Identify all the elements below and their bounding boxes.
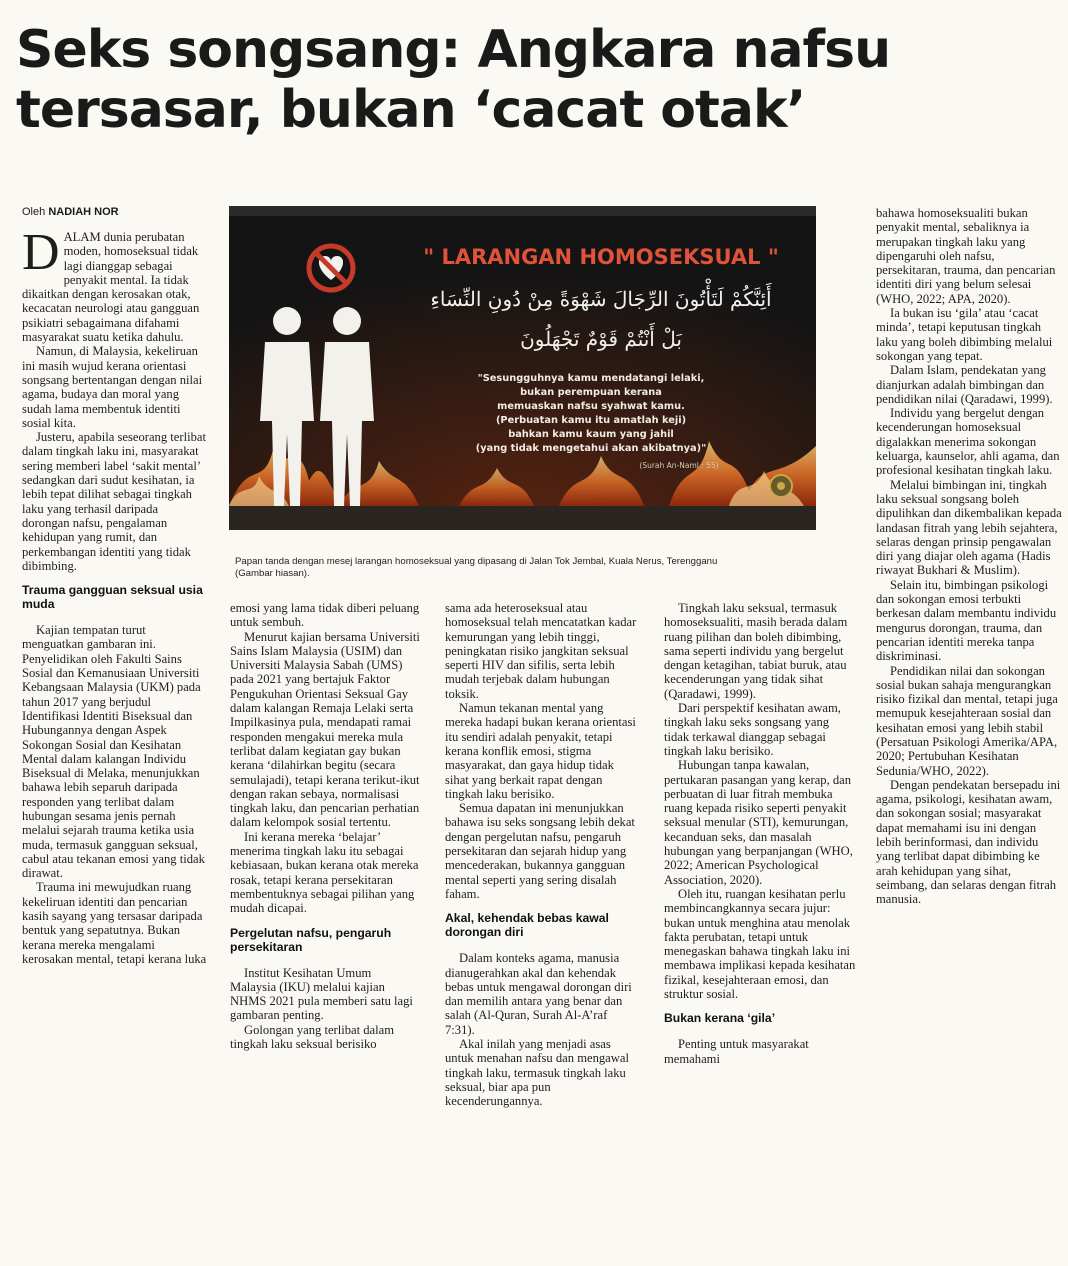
paragraph: Akal inilah yang menjadi asas untuk menahan nafsu dan mengawal tingkah laku, termasuk tingkah laku seksual, biar apa pun kecenderungannya.	[445, 1037, 629, 1109]
paragraph: bahawa homoseksualiti bukan penyakit mental, sebaliknya ia merupakan tingkah laku yang dipengaruhi oleh nafsu, persekitaran, trauma, dan pencarian identiti diri yang belum selesai (WHO, 2022; APA, 2020).	[876, 206, 1056, 306]
verse-reference: (Surah An-Naml : 55)	[639, 461, 719, 470]
photo-caption	[235, 556, 815, 580]
paragraph	[22, 224, 208, 345]
paragraph: Namun, di Malaysia, kekeliruan ini masih wujud kerana orientasi songsang bertentangan dengan nilai agama, budaya dan moral yang sudah lama membentuk identiti sosial kita.	[22, 344, 203, 430]
paragraph: Ia bukan isu ‘gila’ atau ‘cacat minda’, tetapi keputusan tingkah laku yang boleh dibimbing melalui sokongan yang tepat.	[876, 306, 1053, 363]
paragraph: sama ada heteroseksual atau homoseksual telah mencatatkan kadar kemurungan yang lebih tinggi, peningkatan risiko jangkitan seksual seperti HIV dan sifilis, serta lebih mudah terjebak dalam hubungan toksik.	[445, 601, 637, 701]
paragraph: Dengan pendekatan bersepadu ini agama, psikologi, kesihatan awam, dan sokongan sosial; masyarakat dapat memahami isu ini dengan lebih berinformasi, dan individu yang terlibat dapat dibimbing ke arah kehidupan yang sihat, seimbang, dan selaras dengan fitrah manusia.	[876, 777, 1061, 907]
arabic-verse-line-2: بَلْ أَنْتُمْ قَوْمٌ تَجْهَلُونَ	[520, 327, 682, 351]
paragraph: Dalam konteks agama, manusia dianugerahkan akal dan kehendak bebas untuk mengawal dorongan diri dan memilih antara yang benar dan salah (Al-Quran, Surah Al-A’raf 7:31).	[445, 951, 632, 1037]
paragraph: Namun tekanan mental yang mereka hadapi bukan kerana orientasi itu sendiri adalah penyakit, tetapi kerana konflik emosi, stigma masyarakat, dan gaya hidup tidak sihat yang berkait rapat dengan tingkah laku berisiko.	[445, 701, 636, 801]
subheading: Bukan kerana ‘gila’	[664, 1011, 776, 1026]
paragraph: Golongan yang terlibat dalam tingkah laku seksual berisiko	[230, 1022, 395, 1052]
headline-line-1: Seks songsang: Angkara nafsu	[16, 20, 891, 80]
article-column-4	[664, 601, 857, 1066]
emblem-icon	[770, 475, 792, 497]
quote-line: (yang tidak mengetahui akan akibatnya)"	[475, 443, 707, 454]
paragraph: Institut Kesihatan Umum Malaysia (IKU) melalui kajian NHMS 2021 pula memberi satu lagi gambaran penting.	[230, 965, 413, 1023]
paragraph-text: ALAM dunia perubatan moden, homoseksual tidak lagi dianggap sebagai penyakit mental. Ia tidak dikaitkan dengan kerosakan otak, kecacatan neurologi atau gangguan psikiatri sebagaimana difahami masyarakat suatu ketika dahulu.	[22, 230, 200, 345]
quote-line: bahkan kamu kaum yang jahil	[508, 429, 674, 440]
byline-author: NADIAH NOR	[48, 206, 119, 218]
paragraph: Semua dapatan ini menunjukkan bahawa isu seks songsang lebih dekat dengan pergelutan nafsu, pengaruh persekitaran dan sejarah hidup yang mencederakan, bukannya gangguan mental seperti yang sering disalah faham.	[445, 801, 635, 901]
headline	[16, 20, 1056, 140]
paragraph: Selain itu, bimbingan psikologi dan sokongan emosi terbukti berkesan dalam membantu individu mengurus dorongan, trauma, dan pencarian identiti mereka tanpa diskriminasi.	[876, 577, 1057, 664]
article-column-1	[22, 224, 208, 966]
paragraph: Justeru, apabila seseorang terlibat dalam tingkah laku ini, masyarakat sering memberi label ‘sakit mental’ sedangkan dari sudut kesihatan, ia lebih tepat dilihat sebagai tingkah laku yang terhasil daripada dorongan nafsu, pengalaman kehidupan yang rumit, dan perkembangan identiti yang tidak dibimbing.	[22, 430, 206, 573]
paragraph: Tingkah laku seksual, termasuk homoseksualiti, masih berada dalam ruang pilihan dan boleh dibimbing, sama seperti individu yang bergelut dengan ketagihan, tabiat buruk, atau kecenderungan yang tidak sihat (Qaradawi, 1999).	[664, 601, 848, 701]
paragraph: Pendidikan nilai dan sokongan sosial bukan sahaja mengurangkan risiko fizikal dan mental, tetapi juga memupuk kesejahteraan sosial dan kesihatan emosi yang lebih stabil (Persatuan Psikologi Amerika/APA, 2020; Pertubuhan Kesihatan Sedunia/WHO, 2022).	[876, 663, 1058, 778]
arabic-verse-line-1: أَئِنَّكُمْ لَتَأْتُونَ الرِّجَالَ شَهْوَةً مِنْ دُونِ النِّسَاءِ	[430, 287, 772, 311]
paragraph: Dari perspektif kesihatan awam, tingkah laku seks songsang yang tidak terkawal dianggap sebagai tingkah laku berisiko.	[664, 701, 841, 758]
paragraph: Ini kerana mereka ‘belajar’ menerima tingkah laku itu sebagai kebiasaan, bukan kerana otak mereka rosak, tetapi kerana persekitaran membentuknya sebagai pilihan yang mudah dicapai.	[230, 829, 419, 916]
subheading: Akal, kehendak bebas kawal dorongan diri	[445, 911, 609, 940]
photo-illustration	[229, 206, 816, 530]
headline-line-2: tersasar, bukan ‘cacat otak’	[16, 80, 806, 140]
paragraph: Hubungan tanpa kawalan, pertukaran pasangan yang kerap, dan perbuatan di luar fitrah membuka ruang kepada risiko seperti penyakit seksual menular (STI), kemurungan, kecanduan seks, dan masalah hubungan yang berpanjangan (WHO, 2022; American Psychological Association, 2020).	[664, 758, 853, 887]
paragraph: Menurut kajian bersama Universiti Sains Islam Malaysia (USIM) dan Universiti Malaysia Sabah (UMS) pada 2021 yang bertajuk Faktor Pengukuhan Orientasi Seksual Gay dalam kalangan Remaja Lelaki serta Impilkasinya pula, mendapati ramai responden mengakui mereka mula terlibat dalam kegiatan gay bukan kerana ‘dilahirkan begitu (secara semulajadi), tetapi kerana terikut-ikut dengan rakan sebaya, normalisasi tingkah laku, dan pencarian perhatian dalam kelompok sosial tertentu.	[230, 629, 420, 830]
article-column-3	[445, 601, 637, 1109]
banner-title: " LARANGAN HOMOSEKSUAL "	[423, 245, 779, 269]
quote-line: bukan perempuan kerana	[520, 387, 662, 398]
paragraph: Trauma ini mewujudkan ruang kekeliruan identiti dan pencarian kasih sayang yang tersasar daripada bentuk yang sepatutnya. Bukan kerana mereka mengalami kerosakan mental, tetapi kerana luka	[22, 880, 207, 966]
quote-line: (Perbuatan kamu itu amatlah keji)	[495, 415, 687, 426]
quote-line: memuaskan nafsu syahwat kamu.	[497, 401, 685, 412]
paragraph: Melalui bimbingan ini, tingkah laku seksual songsang boleh dipulihkan dan dikembalikan kepada landasan fitrah yang lebih sejahtera, selaras dengan prinsip pengawalan diri yang diajar oleh agama (Hadis riwayat Bukhari & Muslim).	[876, 477, 1062, 578]
paragraph: Dalam Islam, pendekatan yang dianjurkan adalah bimbingan dan pendidikan nilai (Qaradawi, 1999).	[876, 363, 1053, 406]
byline	[22, 206, 119, 218]
quote-line: "Sesungguhnya kamu mendatangi lelaki,	[477, 373, 705, 384]
caption-credit: (Gambar hiasan).	[235, 568, 310, 579]
paragraph: emosi yang lama tidak diberi peluang untuk sembuh.	[230, 601, 420, 630]
paragraph: Penting untuk masyarakat memahami	[664, 1037, 809, 1066]
subheading: Trauma gangguan seksual usia muda	[22, 583, 203, 612]
paragraph: Kajian tempatan turut menguatkan gambaran ini. Penyelidikan oleh Fakulti Sains Sosial dan Kemanusiaan Universiti Kebangsaan Malaysia (UKM) pada tahun 2017 yang berjudul Identifikasi Identiti Biseksual dan Hubungannya dengan Aspek Sokongan Sosial dan Kesihatan Mental dalam kalangan Individu Biseksual di Melaka, menunjukkan bahawa lebih separuh daripada responden yang terlibat dalam hubungan sesama jenis pernah melalui sejarah trauma ketika usia muda, termasuk gangguan seksual, cabul atau tekanan emosi yang tidak dirawat.	[22, 623, 205, 881]
subheading: Pergelutan nafsu, pengaruh persekitaran	[230, 925, 392, 954]
article-column-2	[230, 601, 420, 1051]
byline-prefix: Oleh	[22, 206, 46, 218]
paragraph: Oleh itu, ruangan kesihatan perlu membincangkannya secara jujur: bukan untuk menghina atau menolak fakta perubatan, tetapi untuk menegaskan bahawa tingkah laku ini membawa implikasi kepada kesihatan fizikal, kesejahteraan emosi, dan struktur sosial.	[664, 886, 856, 1002]
caption-text: Papan tanda dengan mesej larangan homoseksual yang dipasang di Jalan Tok Jembal, Kuala Nerus, Terengganu	[235, 556, 718, 567]
drop-cap: D	[22, 224, 60, 281]
article-column-5	[876, 206, 1062, 907]
article-photo	[229, 206, 816, 530]
paragraph: Individu yang bergelut dengan kecenderungan homoseksual digalakkan menerima sokongan keluarga, kaunselor, ahli agama, dan profesional kesihatan tingkah laku.	[876, 406, 1060, 478]
